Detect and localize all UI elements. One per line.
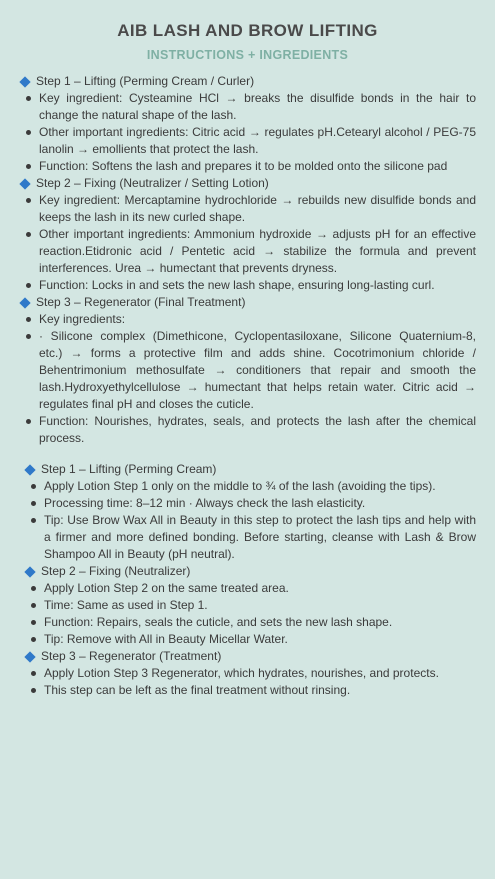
step-heading-text: Step 1 – Lifting (Perming Cream / Curler) <box>36 74 255 88</box>
list-item: Other important ingredients: Citric acid → regulates pH.Cetearyl alcohol / PEG-75 lanolin → emollients that protect the lash. <box>39 125 476 156</box>
list-item: Key ingredients: <box>39 311 476 328</box>
step-heading <box>24 648 476 665</box>
blue-diamond-icon <box>19 297 30 308</box>
ingredients-step-2 <box>19 175 476 294</box>
ingredients-step-3 <box>19 294 476 447</box>
list-item: Time: Same as used in Step 1. <box>44 597 476 614</box>
bullet-list <box>24 665 476 699</box>
step-heading-text: Step 3 – Regenerator (Treatment) <box>41 649 222 663</box>
list-item: Function: Nourishes, hydrates, seals, and protects the lash after the chemical process. <box>39 414 476 445</box>
list-item: Function: Softens the lash and prepares it to be molded onto the silicone pad <box>39 158 476 175</box>
list-item: Apply Lotion Step 1 only on the middle to ¾ of the lash (avoiding the tips). <box>44 478 476 495</box>
bullet-list <box>24 478 476 563</box>
list-item: Key ingredient: Mercaptamine hydrochloride → rebuilds new disulfide bonds and keeps the lash in its new curled shape. <box>39 193 476 224</box>
list-item: Key ingredient: Cysteamine HCl → breaks the disulfide bonds in the hair to change the natural shape of the lash. <box>39 91 476 122</box>
blue-diamond-icon <box>24 566 35 577</box>
blue-diamond-icon <box>19 178 30 189</box>
instructions-step-1 <box>24 461 476 563</box>
step-heading <box>19 73 476 90</box>
list-item: Function: Locks in and sets the new lash shape, ensuring long-lasting curl. <box>39 277 476 294</box>
ingredients-group <box>19 73 476 447</box>
step-heading <box>24 563 476 580</box>
instructions-step-2 <box>24 563 476 648</box>
blue-diamond-icon <box>24 651 35 662</box>
list-item: Apply Lotion Step 3 Regenerator, which hydrates, nourishes, and protects. <box>44 665 476 682</box>
step-heading-text: Step 2 – Fixing (Neutralizer / Setting Lotion) <box>36 176 269 190</box>
bullet-list <box>24 580 476 648</box>
step-heading-text: Step 3 – Regenerator (Final Treatment) <box>36 295 246 309</box>
bullet-list <box>19 311 476 447</box>
list-item: Function: Repairs, seals the cuticle, and sets the new lash shape. <box>44 614 476 631</box>
step-heading <box>19 294 476 311</box>
bullet-list <box>19 90 476 175</box>
ingredients-step-1 <box>19 73 476 175</box>
list-item: Apply Lotion Step 2 on the same treated area. <box>44 580 476 597</box>
list-item: · Silicone complex (Dimethicone, Cyclopentasiloxane, Silicone Quaternium-8, etc.) → forms a protective film and adds shine. Cocotrimonium chloride / Behentrimonium methosulfate → conditioners that repair and smooth the lash.Hydroxyethylcellulose → humectant that helps retain water. Citric acid → regulates final pH and closes the cuticle. <box>39 329 476 411</box>
step-heading <box>24 461 476 478</box>
bullet-list <box>19 192 476 294</box>
step-heading <box>19 175 476 192</box>
list-item: Tip: Remove with All in Beauty Micellar Water. <box>44 631 476 648</box>
page-title: AIB LASH AND BROW LIFTING <box>117 21 378 40</box>
list-item: Processing time: 8–12 min · Always check the lash elasticity. <box>44 495 476 512</box>
list-item: Tip: Use Brow Wax All in Beauty in this step to protect the lash tips and help with a firmer and more defined bonding. Before starting, cleanse with Lash & Brow Shampoo All in Beauty (pH neutral). <box>44 513 476 561</box>
list-item: Other important ingredients: Ammonium hydroxide → adjusts pH for an effective reaction.Etidronic acid / Pentetic acid → stabilize the formula and prevent interferences. Urea → humectant that prevents dryness. <box>39 227 476 275</box>
blue-diamond-icon <box>24 464 35 475</box>
instructions-step-3 <box>24 648 476 699</box>
step-heading-text: Step 1 – Lifting (Perming Cream) <box>41 462 217 476</box>
list-item: This step can be left as the final treatment without rinsing. <box>44 682 476 699</box>
page-subtitle: INSTRUCTIONS + INGREDIENTS <box>146 48 349 62</box>
blue-diamond-icon <box>19 76 30 87</box>
step-heading-text: Step 2 – Fixing (Neutralizer) <box>41 564 191 578</box>
instructions-group <box>19 461 476 699</box>
